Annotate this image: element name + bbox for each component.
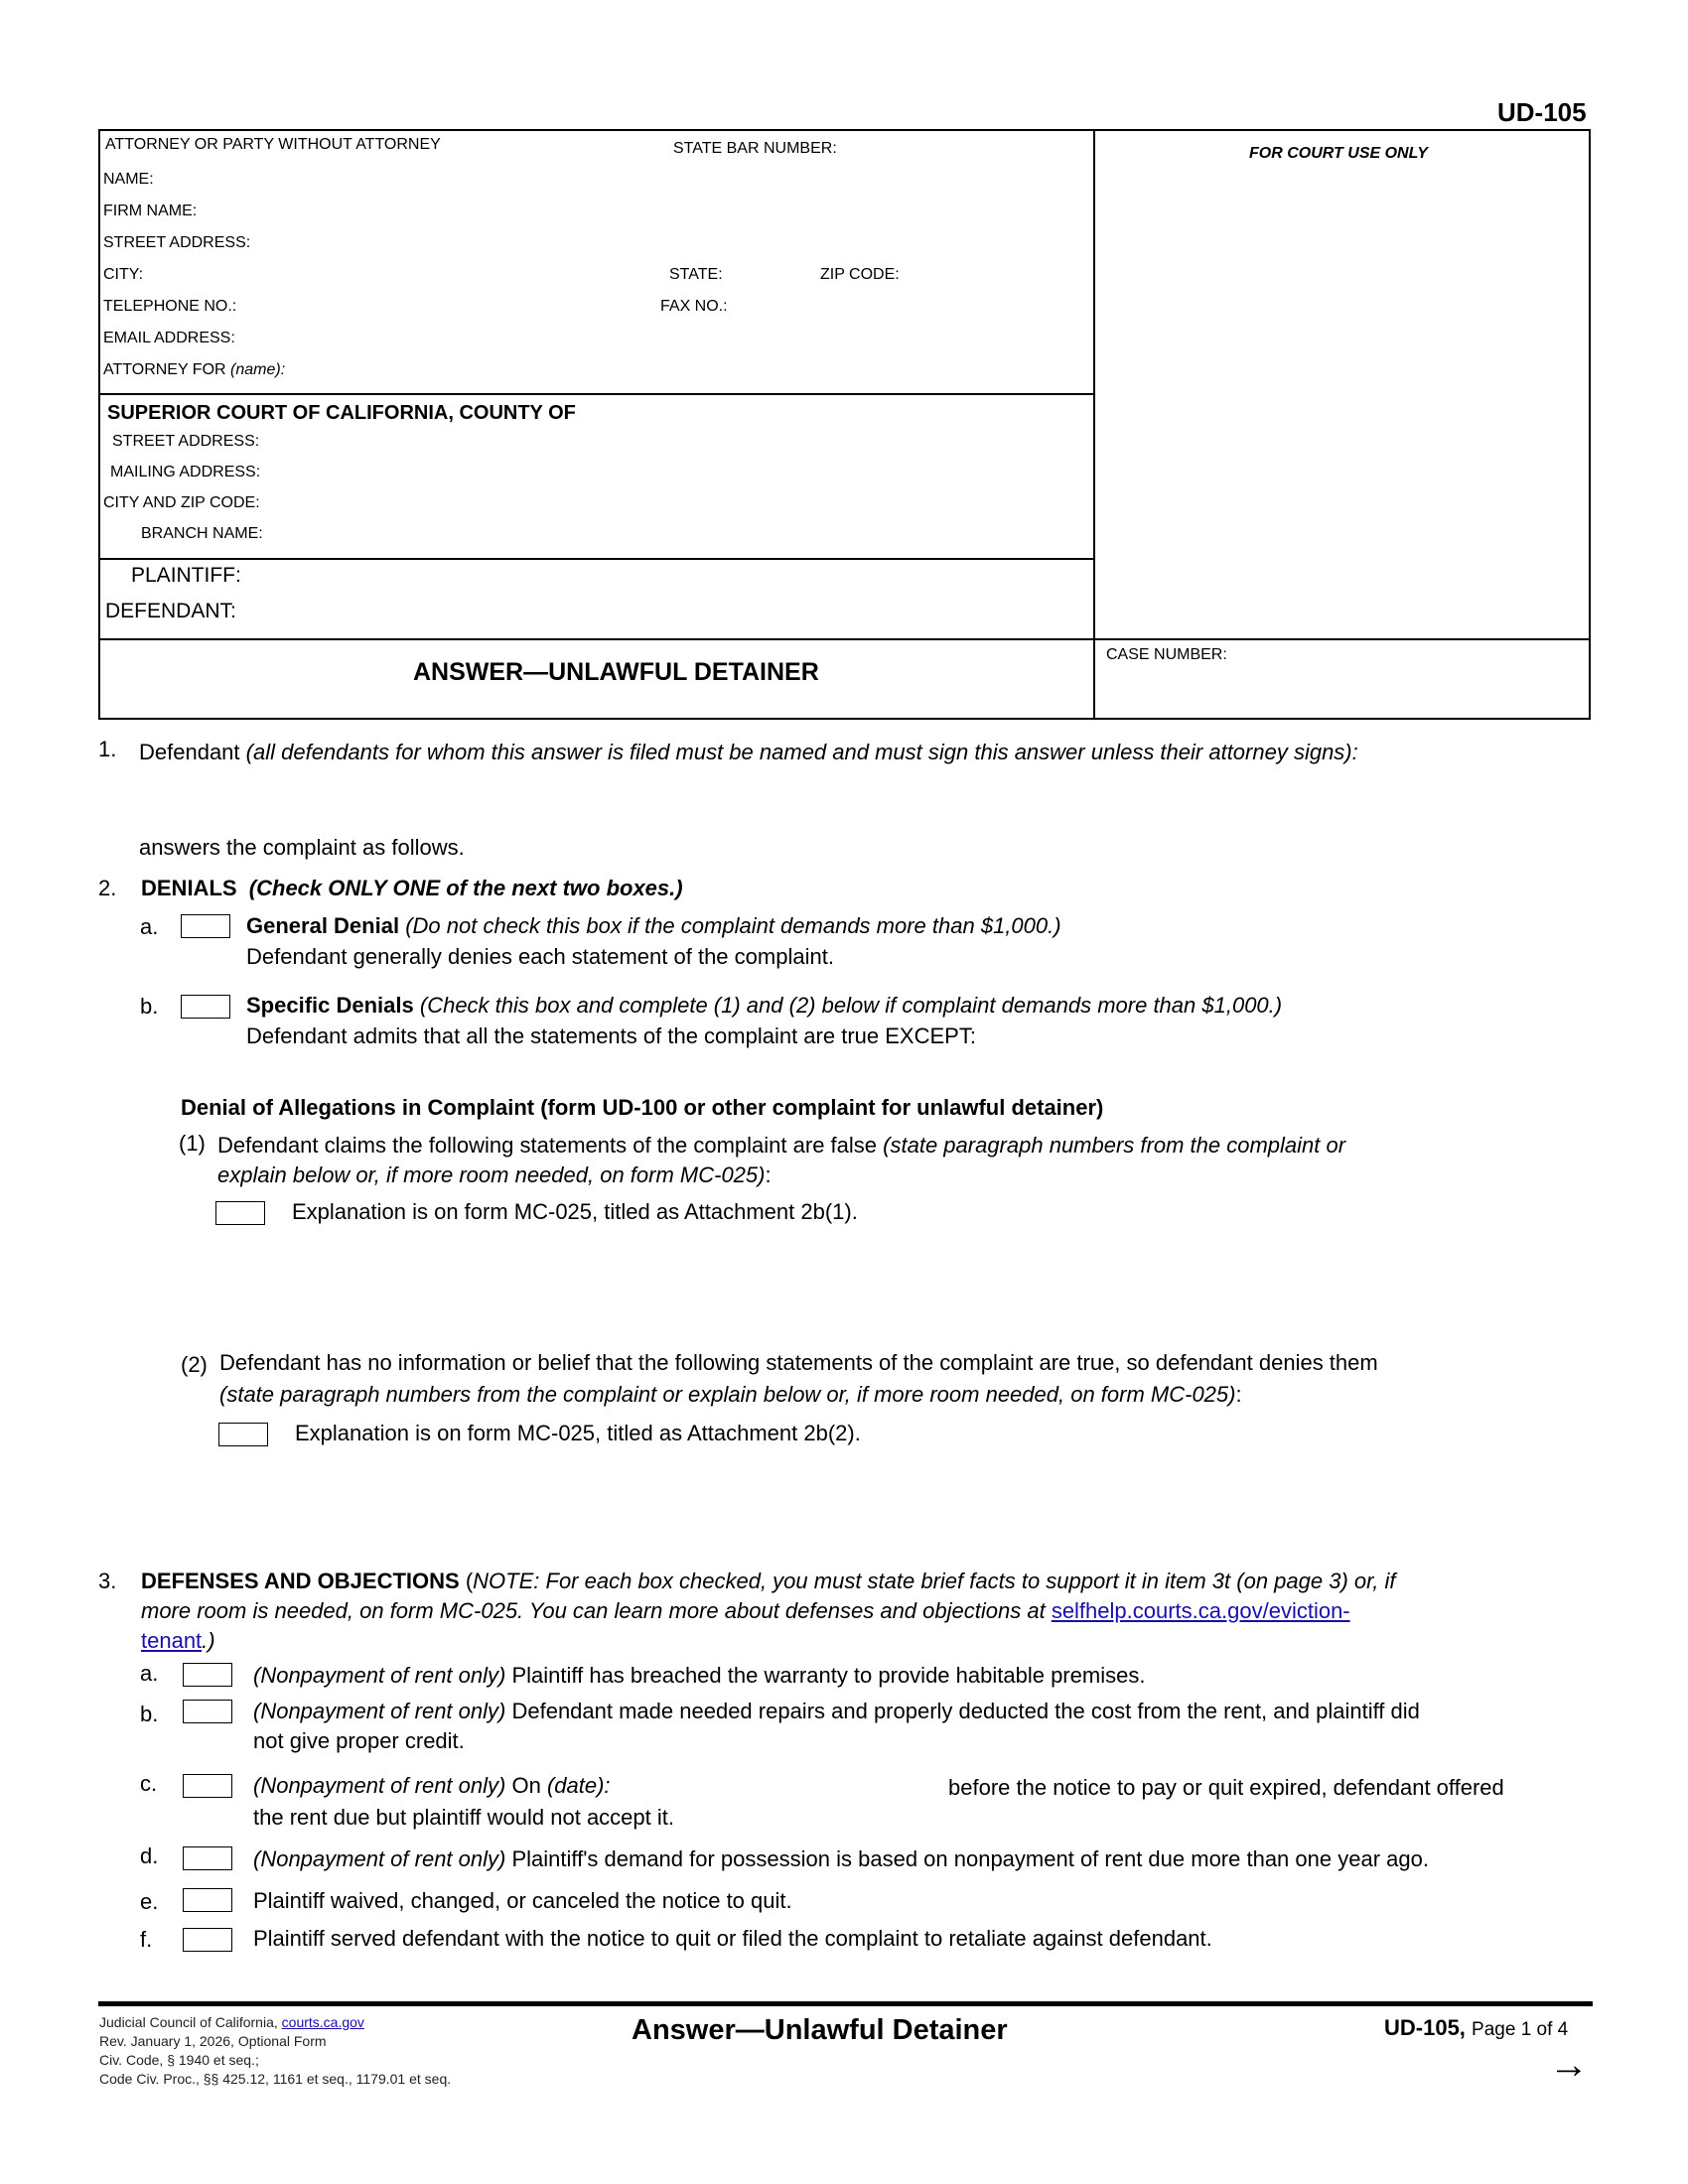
caption-divider-court [98, 558, 1095, 560]
item3-note-close: .) [202, 1628, 215, 1653]
footer-line3: Civ. Code, § 1940 et seq.; [99, 2052, 259, 2068]
defense-d-checkbox[interactable] [183, 1846, 232, 1870]
firm-label: FIRM NAME: [103, 203, 198, 219]
item2a-line2: Defendant generally denies each statement of the complaint. [246, 944, 834, 969]
denial1-colon: : [765, 1162, 772, 1187]
denial1-number: (1) [179, 1131, 206, 1156]
denial-heading: Denial of Allegations in Complaint (form UD-100 or other complaint for unlawful detainer) [181, 1095, 1104, 1120]
fax-label: FAX NO.: [660, 298, 728, 315]
general-denial-checkbox[interactable] [181, 914, 230, 938]
item3d-italic: (Nonpayment of rent only) [253, 1846, 506, 1871]
item3c-right: before the notice to pay or quit expired, defendant offered [948, 1775, 1504, 1800]
form-id: UD-105 [1497, 97, 1587, 127]
item3e-text: Plaintiff waived, changed, or canceled the notice to quit. [253, 1888, 792, 1913]
item3b-main: Defendant made needed repairs and properly deducted the cost from the rent, and plaintiff did [511, 1699, 1420, 1723]
courts-link[interactable]: courts.ca.gov [281, 2014, 364, 2030]
attorney-label: ATTORNEY OR PARTY WITHOUT ATTORNEY [105, 136, 441, 153]
item3-note-text: For each box checked, you must state brief facts to support it in item 3t (on page 3) or, if [545, 1569, 1396, 1593]
item3-note-line2 [141, 1598, 1350, 1624]
denial2-colon: : [1235, 1382, 1242, 1407]
defense-b-checkbox[interactable] [183, 1700, 232, 1723]
item2b-text [246, 993, 1282, 1019]
item3d-main: Plaintiff's demand for possession is based on nonpayment of rent due more than one year ago. [511, 1846, 1429, 1871]
caption-divider-attorney [98, 393, 1095, 395]
item2-title: DENIALS [141, 876, 237, 900]
denial1-italic1: (state paragraph numbers from the complaint or [883, 1133, 1346, 1158]
item1-instruction: (all defendants for whom this answer is filed must be named and must sign this answer unless their attorney signs): [245, 740, 1358, 764]
telephone-label: TELEPHONE NO.: [103, 298, 237, 315]
court-mailing-label: MAILING ADDRESS: [110, 464, 261, 480]
general-denial-label: General Denial [246, 913, 400, 938]
item3d-letter: d. [140, 1843, 159, 1868]
defense-e-checkbox[interactable] [183, 1888, 232, 1912]
form-title: ANSWER—UNLAWFUL DETAINER [413, 658, 819, 686]
attachment-2b2-text: Explanation is on form MC-025, titled as Attachment 2b(2). [295, 1421, 861, 1445]
caption-divider-title [98, 638, 1591, 640]
item2a-text [246, 913, 1061, 939]
attorney-for-hint: (name): [230, 361, 286, 378]
denial2-italic: (state paragraph numbers from the complaint or explain below or, if more room needed, on form MC-025) [219, 1382, 1236, 1407]
denial1-italic2: explain below or, if more room needed, on form MC-025) [217, 1162, 766, 1187]
footer-line2: Rev. January 1, 2026, Optional Form [99, 2033, 327, 2049]
item3c-line2: the rent due but plaintiff would not accept it. [253, 1805, 674, 1830]
email-label: EMAIL ADDRESS: [103, 330, 235, 346]
item3b-letter: b. [140, 1702, 159, 1726]
item1-text [139, 740, 1358, 765]
item3-note-open: ( [465, 1569, 474, 1593]
footer-title: Answer—Unlawful Detainer [632, 2014, 1008, 2046]
footer-left [99, 2013, 451, 2089]
denial2-line2 [219, 1382, 1242, 1408]
specific-denials-label: Specific Denials [246, 993, 414, 1018]
street-label: STREET ADDRESS: [103, 234, 251, 251]
item3c-italic: (Nonpayment of rent only) [253, 1773, 506, 1798]
attorney-for-label [103, 361, 285, 379]
selfhelp-link-part1[interactable]: selfhelp.courts.ca.gov/eviction- [1051, 1598, 1350, 1623]
court-street-label: STREET ADDRESS: [112, 433, 260, 450]
attorney-for-text: ATTORNEY FOR [103, 361, 226, 378]
item3a-letter: a. [140, 1661, 159, 1686]
item3c-date: (date): [546, 1773, 611, 1798]
state-label: STATE: [669, 266, 723, 283]
selfhelp-link-part2[interactable]: tenant [141, 1628, 203, 1653]
item3e-letter: e. [140, 1889, 159, 1914]
attachment-2b2-checkbox[interactable] [218, 1423, 268, 1446]
footer-line1 [99, 2013, 451, 2032]
case-number-label: CASE NUMBER: [1106, 646, 1227, 663]
item3f-text: Plaintiff served defendant with the notice to quit or filed the complaint to retaliate against defendant. [253, 1926, 1212, 1951]
court-title: SUPERIOR COURT OF CALIFORNIA, COUNTY OF [107, 402, 576, 424]
state-bar-label: STATE BAR NUMBER: [673, 140, 837, 157]
defense-c-checkbox[interactable] [183, 1774, 232, 1798]
item3-note-line3 [141, 1628, 215, 1654]
item3a-main: Plaintiff has breached the warranty to provide habitable premises. [511, 1663, 1146, 1688]
item1-tail: answers the complaint as follows. [139, 835, 465, 860]
item3c-text [253, 1773, 611, 1799]
city-label: CITY: [103, 266, 144, 283]
defense-f-checkbox[interactable] [183, 1928, 232, 1952]
item2b-line2: Defendant admits that all the statements of the complaint are true EXCEPT: [246, 1024, 976, 1048]
specific-denials-checkbox[interactable] [181, 995, 230, 1019]
zip-label: ZIP CODE: [820, 266, 900, 283]
item3-note-label: NOTE: [473, 1569, 540, 1593]
item2-number: 2. [98, 876, 117, 900]
attachment-2b1-checkbox[interactable] [215, 1201, 265, 1225]
item3a-text [253, 1663, 1145, 1689]
name-label: NAME: [103, 171, 154, 188]
footer-page-info [1384, 2015, 1568, 2041]
item3b-text [253, 1699, 1420, 1724]
denial1-main: Defendant claims the following statements of the complaint are false [217, 1133, 878, 1158]
footer-council: Judicial Council of California, [99, 2014, 278, 2030]
item2-instruction: (Check ONLY ONE of the next two boxes.) [248, 876, 683, 900]
court-branch-label: BRANCH NAME: [141, 525, 263, 542]
item1-lead: Defendant [139, 740, 240, 764]
item2a-letter: a. [140, 914, 159, 939]
court-city-zip-label: CITY AND ZIP CODE: [103, 494, 260, 511]
denial2-text: Defendant has no information or belief that the following statements of the complaint are true, so defendant denies them [219, 1350, 1378, 1375]
item3-number: 3. [98, 1569, 117, 1593]
denial1-line2 [217, 1162, 772, 1188]
footer-rule [98, 2001, 1593, 2006]
court-use-label: FOR COURT USE ONLY [1249, 145, 1428, 162]
item3b-italic: (Nonpayment of rent only) [253, 1699, 506, 1723]
specific-denials-note: (Check this box and complete (1) and (2) below if complaint demands more than $1,000.) [419, 993, 1283, 1018]
item3-title: DEFENSES AND OBJECTIONS [141, 1569, 460, 1593]
item3a-italic: (Nonpayment of rent only) [253, 1663, 506, 1688]
item1-number: 1. [98, 737, 117, 761]
footer-line4: Code Civ. Proc., §§ 425.12, 1161 et seq., 1179.01 et seq. [99, 2071, 452, 2087]
attachment-2b1-text: Explanation is on form MC-025, titled as Attachment 2b(1). [292, 1199, 858, 1224]
item3f-letter: f. [140, 1927, 153, 1952]
item3c-letter: c. [140, 1771, 158, 1796]
general-denial-note: (Do not check this box if the complaint demands more than $1,000.) [405, 913, 1061, 938]
denial2-number: (2) [181, 1352, 208, 1377]
defendant-label: DEFENDANT: [105, 600, 236, 622]
item3d-text [253, 1846, 1429, 1872]
item3b-line2: not give proper credit. [253, 1728, 465, 1753]
denial1-text [217, 1133, 1345, 1159]
item3-note-line2-text: more room is needed, on form MC-025. You can learn more about defenses and objections at [141, 1598, 1046, 1623]
item3-heading [141, 1569, 1395, 1594]
next-page-arrow-icon[interactable]: → [1549, 2043, 1589, 2087]
footer-form-id: UD-105, [1384, 2015, 1466, 2040]
plaintiff-label: PLAINTIFF: [131, 564, 241, 587]
item2-heading [141, 876, 683, 901]
defense-a-checkbox[interactable] [183, 1663, 232, 1687]
caption-divider-vertical [1093, 129, 1095, 720]
item2b-letter: b. [140, 994, 159, 1019]
item3c-main: On [511, 1773, 541, 1798]
footer-page-number: Page 1 of 4 [1472, 2019, 1569, 2040]
